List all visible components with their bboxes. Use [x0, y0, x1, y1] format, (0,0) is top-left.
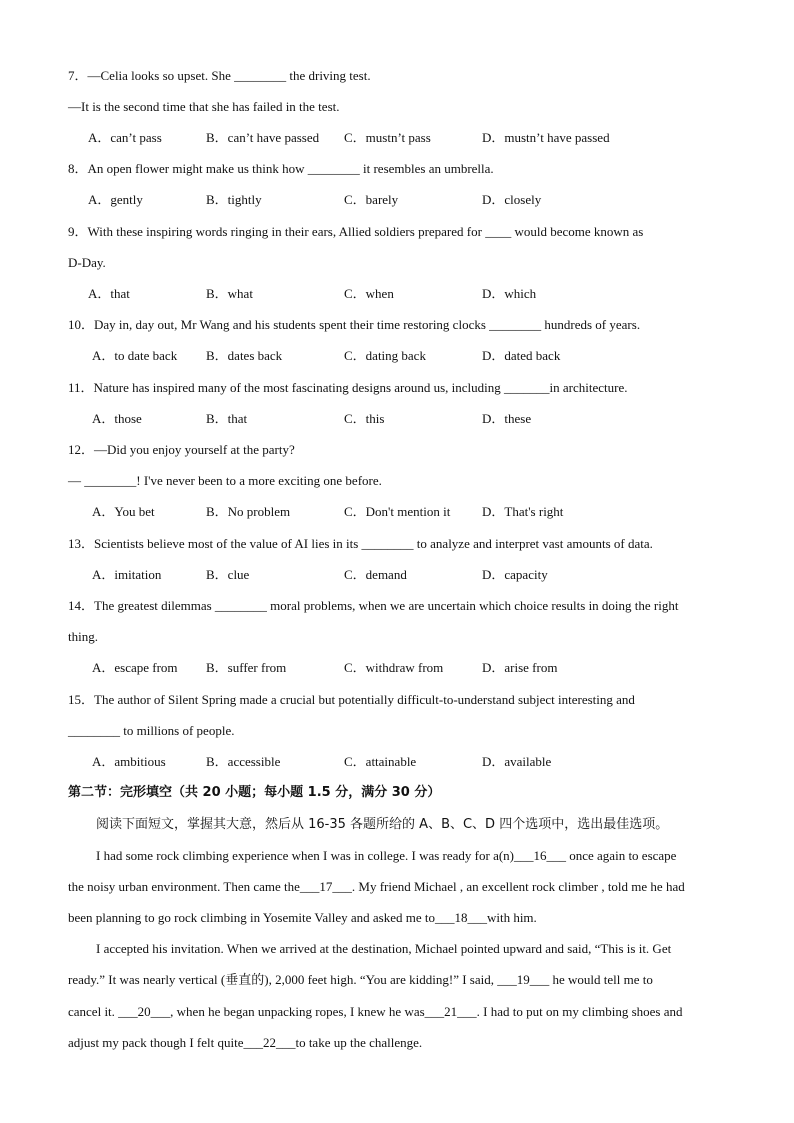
passage-line: been planning to go rock climbing in Yosemite Valley and asked me to___18___with him. — [68, 910, 537, 925]
option-a: A．that — [88, 286, 130, 301]
option-c: C．demand — [344, 567, 407, 582]
option-b: B．that — [206, 411, 248, 426]
option-b: B．clue — [206, 567, 250, 582]
question-15-stem-continued: ________ to millions of people. — [68, 723, 235, 738]
option-d: D．mustn’t have passed — [482, 130, 610, 145]
question-15-stem: 15．The author of Silent Spring made a crucial but potentially difficult-to-understand subject interesting and — [68, 692, 635, 707]
option-b: B．dates back — [206, 348, 283, 363]
question-13-stem: 13．Scientists believe most of the value of AI lies in its ________ to analyze and interpret vast amounts of data. — [68, 536, 653, 551]
option-a: A．can’t pass — [88, 130, 162, 145]
option-a: A．those — [92, 411, 142, 426]
section-heading: 第二节：完形填空（共 20 小题；每小题 1.5 分，满分 30 分） — [68, 785, 441, 800]
question-7-stem-continued: —It is the second time that she has failed in the test. — [68, 99, 340, 114]
question-12-stem: 12．—Did you enjoy yourself at the party? — [68, 442, 295, 457]
option-d: D．capacity — [482, 567, 548, 582]
question-14-stem-continued: thing. — [68, 629, 98, 644]
option-b: B．tightly — [206, 192, 262, 207]
passage-line: ready.” It was nearly vertical (垂直的), 2,000 feet high. “You are kidding!” I said, ___19___ he would tell me to — [68, 972, 653, 987]
question-14-stem: 14．The greatest dilemmas ________ moral problems, when we are uncertain which choice results in doing the right — [68, 598, 679, 613]
option-c: C．this — [344, 411, 385, 426]
option-c: C．barely — [344, 192, 399, 207]
passage-line: adjust my pack though I felt quite___22___to take up the challenge. — [68, 1035, 423, 1050]
question-9-stem-continued: D-Day. — [68, 255, 106, 270]
option-d: D．which — [482, 286, 537, 301]
option-d: D．arise from — [482, 660, 558, 675]
passage-line: cancel it. ___20___, when he began unpacking ropes, I knew he was___21___. I had to put on my climbing shoes and — [68, 1004, 683, 1019]
question-11-stem: 11．Nature has inspired many of the most fascinating designs around us, including _______in architecture. — [68, 380, 628, 395]
question-9-stem: 9．With these inspiring words ringing in their ears, Allied soldiers prepared for ____ would become known as — [68, 224, 644, 239]
option-d: D．available — [482, 754, 552, 769]
option-a: A．ambitious — [92, 754, 166, 769]
option-a: A．to date back — [92, 348, 178, 363]
option-b: B．accessible — [206, 754, 281, 769]
option-c: C．attainable — [344, 754, 417, 769]
option-a: A．You bet — [92, 504, 155, 519]
question-7-stem: 7．—Celia looks so upset. She ________ the driving test. — [68, 68, 371, 83]
question-8-stem: 8．An open flower might make us think how ________ it resembles an umbrella. — [68, 161, 494, 176]
option-b: B．can’t have passed — [206, 130, 320, 145]
option-c: C．when — [344, 286, 394, 301]
option-d: D．these — [482, 411, 532, 426]
option-c: C．withdraw from — [344, 660, 444, 675]
option-b: B．suffer from — [206, 660, 287, 675]
option-d: D．closely — [482, 192, 542, 207]
passage-line: the noisy urban environment. Then came the___17___. My friend Michael , an excellent rock climber , told me he had — [68, 879, 685, 894]
option-c: C．mustn’t pass — [344, 130, 431, 145]
option-b: B．what — [206, 286, 253, 301]
question-12-stem-continued: — ________! I've never been to a more exciting one before. — [68, 473, 382, 488]
option-a: A．escape from — [92, 660, 178, 675]
question-10-stem: 10．Day in, day out, Mr Wang and his students spent their time restoring clocks ________ hundreds of years. — [68, 317, 641, 332]
option-d: D．dated back — [482, 348, 561, 363]
passage-line: I accepted his invitation. When we arrived at the destination, Michael pointed upward and said, “This is it. Get — [96, 941, 672, 956]
option-c: C．dating back — [344, 348, 426, 363]
option-c: C．Don't mention it — [344, 504, 451, 519]
section-instruction: 阅读下面短文，掌握其大意，然后从 16-35 各题所给的 A、B、C、D 四个选项中，选出最佳选项。 — [96, 817, 669, 832]
option-a: A．gently — [88, 192, 143, 207]
option-d: D．That's right — [482, 504, 564, 519]
option-b: B．No problem — [206, 504, 291, 519]
option-a: A．imitation — [92, 567, 162, 582]
passage-line: I had some rock climbing experience when I was in college. I was ready for a(n)___16___ once again to escape — [96, 848, 677, 863]
